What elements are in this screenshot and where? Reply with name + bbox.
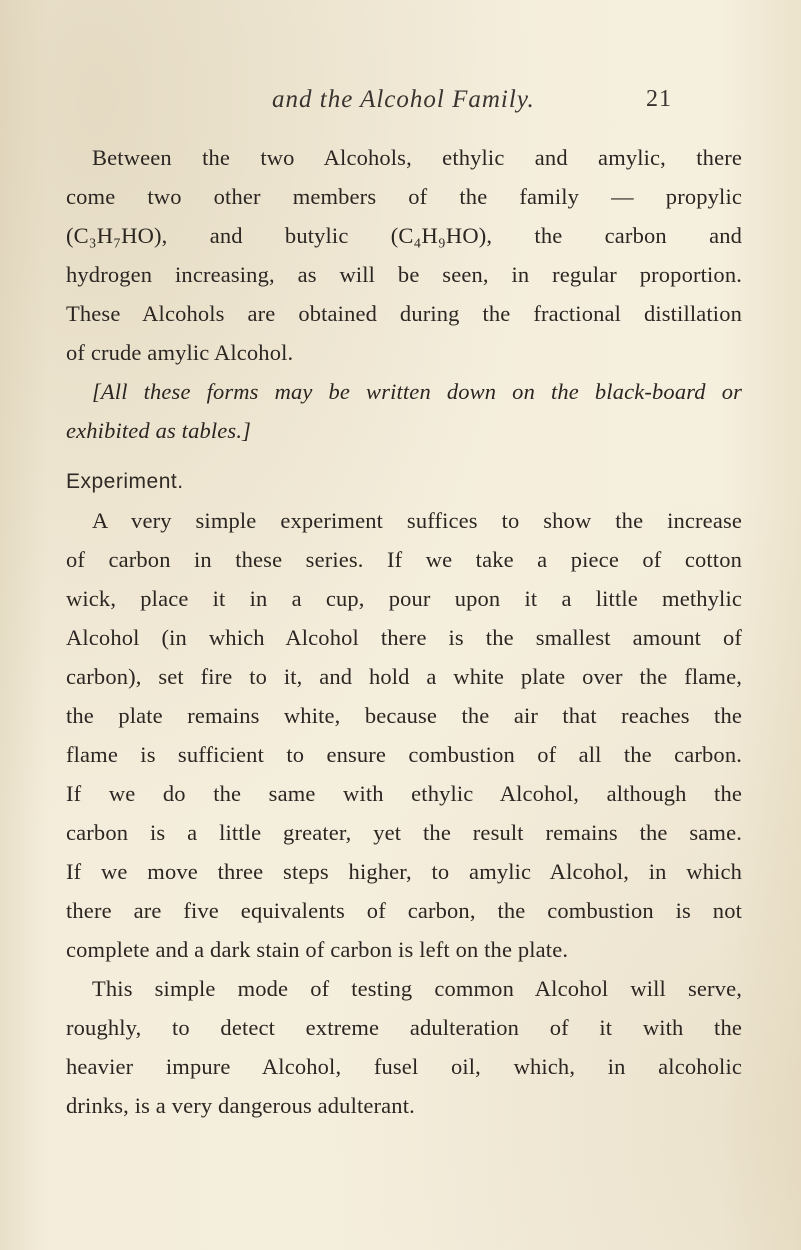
text-line: If we do the same with ethylic Alcohol, although the: [66, 781, 742, 806]
bracket-note: [66, 372, 742, 450]
text-line: If we move three steps higher, to amylic Alcohol, in which: [66, 859, 742, 884]
section-heading: Experiment.: [66, 470, 184, 493]
paragraph-testing: [66, 969, 742, 1125]
text-line: Between the two Alcohols, ethylic and amylic, there: [92, 145, 742, 170]
text-line: (C₃H₇HO), and butylic (C₄H₉HO), the carbon and: [66, 223, 742, 248]
spacer: [66, 450, 742, 458]
paragraph-propylic-butylic: [66, 138, 742, 372]
text-line: A very simple experiment suffices to show the increase: [92, 508, 742, 533]
text-line: exhibited as tables.]: [66, 418, 251, 443]
text-line: of crude amylic Alcohol.: [66, 340, 294, 365]
text-line: Alcohol (in which Alcohol there is the smallest amount of: [66, 625, 742, 650]
running-head: [0, 86, 801, 126]
text-line: come two other members of the family — propylic: [66, 184, 742, 209]
text-line: drinks, is a very dangerous adulterant.: [66, 1093, 415, 1118]
text-line: there are five equivalents of carbon, the combustion is not: [66, 898, 742, 923]
text-line: [All these forms may be written down on the black-board or: [92, 379, 742, 404]
text-line: wick, place it in a cup, pour upon it a little methylic: [66, 586, 742, 611]
body-text: [66, 138, 742, 1125]
text-line: heavier impure Alcohol, fusel oil, which, in alcoholic: [66, 1054, 742, 1079]
page-number: 21: [646, 86, 672, 112]
text-line: roughly, to detect extreme adulteration of it with the: [66, 1015, 742, 1040]
text-line: of carbon in these series. If we take a piece of cotton: [66, 547, 742, 572]
paragraph-experiment: [66, 501, 742, 969]
text-line: carbon), set fire to it, and hold a white plate over the flame,: [66, 664, 742, 689]
text-line: These Alcohols are obtained during the fractional distillation: [66, 301, 742, 326]
text-line: This simple mode of testing common Alcohol will serve,: [92, 976, 742, 1001]
running-title: and the Alcohol Family.: [272, 86, 535, 113]
text-line: carbon is a little greater, yet the result remains the same.: [66, 820, 742, 845]
text-line: hydrogen increasing, as will be seen, in regular proportion.: [66, 262, 742, 287]
text-line: complete and a dark stain of carbon is left on the plate.: [66, 937, 569, 962]
text-line: the plate remains white, because the air that reaches the: [66, 703, 742, 728]
text-line: flame is sufficient to ensure combustion of all the carbon.: [66, 742, 742, 767]
